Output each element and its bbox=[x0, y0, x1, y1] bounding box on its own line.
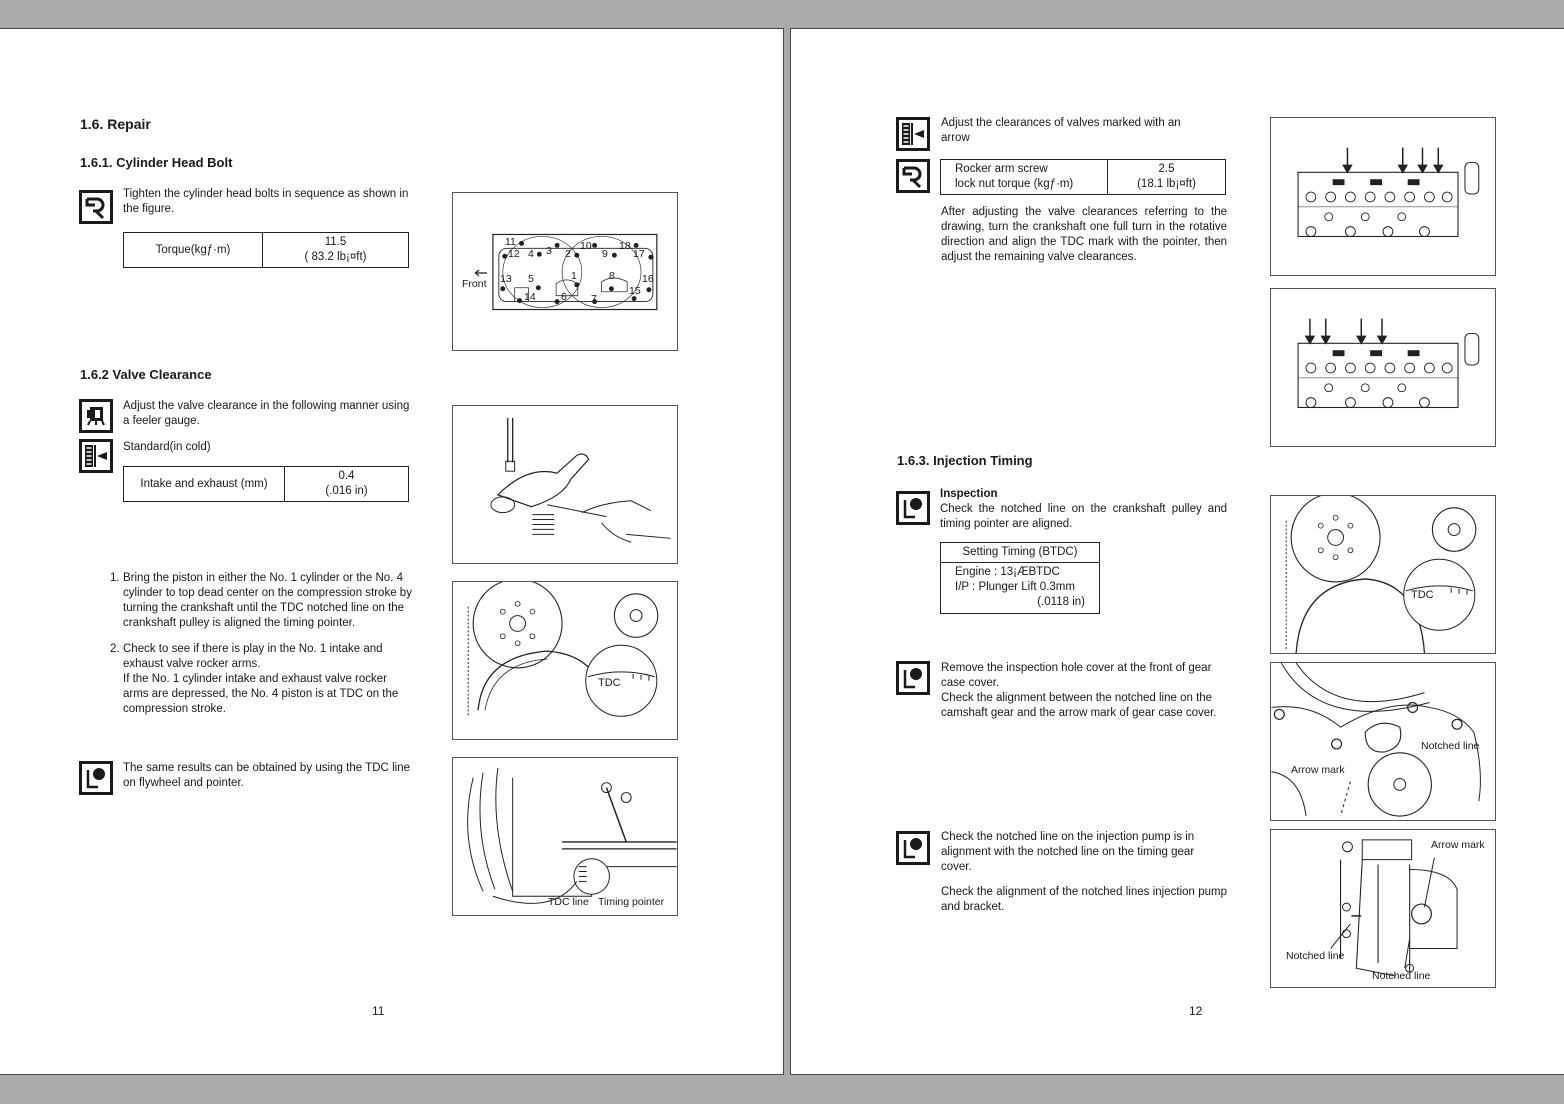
torque-wrench-icon bbox=[79, 190, 113, 224]
figure-timing-pulley bbox=[1270, 495, 1496, 654]
figure-valves-arrows-2 bbox=[1270, 288, 1496, 447]
rocker-value-metric: 2.5 bbox=[1158, 163, 1175, 175]
injection-pump-step bbox=[941, 830, 1227, 915]
torque-value-metric: 11.5 bbox=[324, 236, 347, 248]
torque-wrench-icon bbox=[896, 159, 930, 193]
bolt-number: 11 bbox=[505, 236, 516, 248]
rocker-value-imperial: (18.1 lb¡¤ft) bbox=[1137, 178, 1196, 190]
step-1 bbox=[110, 571, 415, 631]
figure-injection-pump bbox=[1270, 829, 1496, 988]
plunger-lift: I/P : Plunger Lift 0.3mm bbox=[955, 581, 1075, 593]
cylinder-head-bolt-title: 1.6.1. Cylinder Head Bolt bbox=[80, 155, 233, 170]
rocker-torque-table bbox=[940, 159, 1226, 195]
step-text: Check to see if there is play in the No. 1 intake and exhaust valve rocker arms. bbox=[123, 643, 383, 670]
notched-line-label: Notched line bbox=[1286, 950, 1345, 962]
standard-text: Standard(in cold) bbox=[123, 441, 211, 453]
camshaft-alignment-text: Check the alignment between the notched line on the camshaft gear and the arrow mark of gear case cover. bbox=[941, 692, 1217, 719]
gear-case-step bbox=[941, 661, 1231, 721]
after-adjusting-text: After adjusting the valve clearances referring to the drawing, turn the crankshaft one full turn in the rotative direction and align the TDC mark with the pointer, then adjust the remaining valve clearances. bbox=[941, 206, 1227, 263]
torque-spec-table bbox=[123, 232, 409, 268]
rocker-label-line2: lock nut torque (kgƒ·m) bbox=[955, 178, 1074, 190]
valve-clearance-title: 1.6.2 Valve Clearance bbox=[80, 367, 212, 382]
page-11 bbox=[0, 28, 784, 1075]
figure-valves-arrows-1 bbox=[1270, 117, 1496, 276]
injection-timing-title: 1.6.3. Injection Timing bbox=[897, 453, 1033, 468]
inspection-heading: Inspection bbox=[940, 488, 998, 500]
figure-crankshaft-pulley bbox=[452, 581, 678, 740]
inspection-icon bbox=[896, 831, 930, 865]
figure-flywheel bbox=[452, 757, 678, 916]
inspection-icon bbox=[896, 491, 930, 525]
timing-pointer-label: Timing pointer bbox=[598, 896, 665, 908]
remove-cover-text: Remove the inspection hole cover at the front of gear case cover. bbox=[941, 662, 1212, 689]
engine-timing: Engine : 13¡ÆBTDC bbox=[955, 566, 1060, 578]
inspection-icon bbox=[896, 661, 930, 695]
clearance-value-imperial: (.016 in) bbox=[325, 485, 368, 497]
bolt-number: 7 bbox=[591, 293, 597, 305]
bolt-number: 1 bbox=[571, 270, 577, 282]
valve-clearance-table bbox=[123, 466, 409, 502]
bolt-number: 9 bbox=[602, 248, 608, 260]
arrow-mark-label: Arrow mark bbox=[1431, 839, 1485, 851]
flywheel-note: The same results can be obtained by using the TDC line on flywheel and pointer. bbox=[123, 762, 410, 789]
bolt-number: 13 bbox=[500, 273, 512, 285]
step-number: 2. bbox=[110, 643, 120, 655]
arrow-mark-label: Arrow mark bbox=[1291, 764, 1345, 776]
inspection-icon bbox=[79, 761, 113, 795]
bolt-number: 15 bbox=[629, 285, 641, 297]
adjust-arrow-text: Adjust the clearances of valves marked with an arrow bbox=[941, 117, 1181, 144]
valve-adjust-text: Adjust the valve clearance in the following manner using a feeler gauge. bbox=[123, 400, 410, 427]
bolt-number: 18 bbox=[619, 240, 631, 252]
rocker-label-line1: Rocker arm screw bbox=[955, 163, 1048, 175]
plunger-lift-imperial: (.0118 in) bbox=[1037, 596, 1085, 608]
page-12 bbox=[790, 28, 1564, 1075]
section-title: 1.6. Repair bbox=[80, 116, 151, 132]
clearance-value-metric: 0.4 bbox=[338, 470, 355, 482]
torque-value bbox=[263, 233, 409, 268]
specification-icon bbox=[79, 439, 113, 473]
page-number: 12 bbox=[1189, 1004, 1203, 1018]
inspection-text: Check the notched line on the crankshaft pulley and timing pointer are aligned. bbox=[940, 503, 1227, 530]
bolt-number: 10 bbox=[580, 240, 592, 252]
step-text: Bring the piston in either the No. 1 cylinder or the No. 4 cylinder to top dead center on the compression stroke by turning the crankshaft until the TDC notched line on the crankshaft pulley is aligned the timing pointer. bbox=[123, 572, 412, 629]
bolt-number: 16 bbox=[642, 273, 654, 285]
setting-timing-table bbox=[940, 542, 1100, 614]
step-2 bbox=[110, 642, 415, 717]
rocker-torque-label bbox=[941, 160, 1108, 195]
step-number: 1. bbox=[110, 572, 120, 584]
setting-timing-body bbox=[941, 563, 1099, 613]
step-text-continued: If the No. 1 cylinder intake and exhaust valve rocker arms are depressed, the No. 4 piston is at TDC on the compression stroke. bbox=[123, 673, 399, 715]
page-number: 11 bbox=[372, 1004, 385, 1018]
procedure-steps bbox=[110, 571, 415, 728]
clearance-label: Intake and exhaust (mm) bbox=[124, 467, 285, 502]
rocker-torque-value bbox=[1108, 160, 1226, 195]
pump-notch-text: Check the notched line on the injection pump is in alignment with the notched line on the timing gear cover. bbox=[941, 831, 1195, 873]
torque-value-imperial: ( 83.2 lb¡¤ft) bbox=[304, 251, 367, 263]
bolt-number: 8 bbox=[609, 270, 615, 282]
tdc-line-label: TDC line bbox=[548, 896, 589, 908]
torque-label: Torque(kgƒ·m) bbox=[124, 233, 263, 268]
bolt-number: 3 bbox=[546, 245, 552, 257]
bolt-number: 12 bbox=[508, 248, 520, 260]
bolt-number: 17 bbox=[633, 248, 645, 260]
bolt-number: 14 bbox=[524, 291, 536, 303]
bolt-number: 4 bbox=[528, 248, 534, 260]
notched-line-label: Notched line bbox=[1421, 740, 1480, 752]
clearance-value bbox=[285, 467, 409, 502]
bolt-number: 2 bbox=[565, 248, 571, 260]
figure-feeler-gauge bbox=[452, 405, 678, 564]
tdc-label: TDC bbox=[598, 677, 621, 689]
bolt-number: 6 bbox=[561, 291, 567, 303]
figure-gear-case bbox=[1270, 662, 1496, 821]
pump-bracket-text: Check the alignment of the notched lines injection pump and bracket. bbox=[941, 886, 1227, 913]
figure-bolt-sequence bbox=[452, 192, 678, 351]
bolt-number: 5 bbox=[528, 273, 534, 285]
notched-line-label: Notched line bbox=[1372, 970, 1431, 982]
setting-timing-header: Setting Timing (BTDC) bbox=[941, 543, 1099, 563]
specification-icon bbox=[896, 117, 930, 151]
tdc-label: TDC bbox=[1411, 589, 1434, 601]
front-label: Front bbox=[462, 278, 487, 290]
adjust-icon bbox=[79, 399, 113, 433]
cylinder-head-instruction: Tighten the cylinder head bolts in sequence as shown in the figure. bbox=[123, 188, 409, 215]
